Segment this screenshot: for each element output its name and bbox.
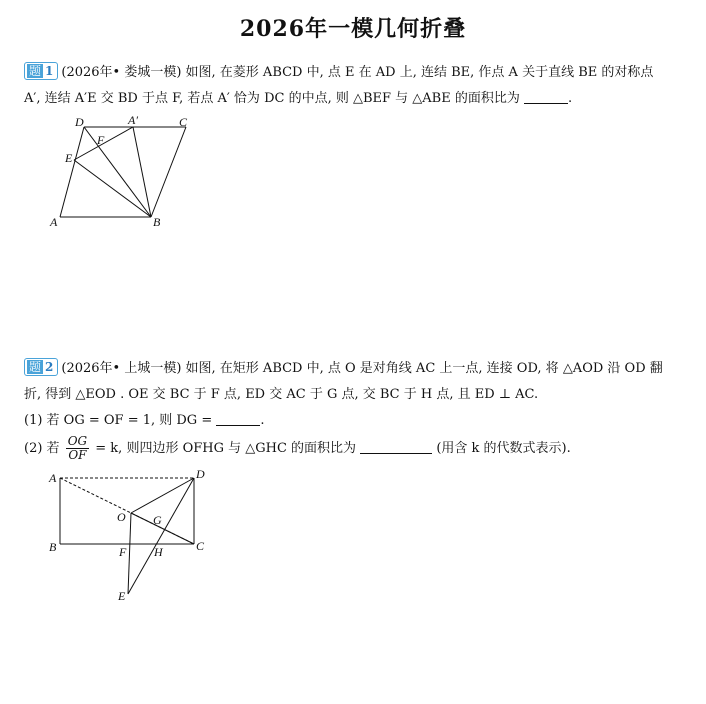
label-A: A [49, 471, 57, 485]
label-E: E [65, 151, 73, 165]
problem-2 [24, 356, 684, 464]
problem-1-line-2: A′, 连结 A′E 交 BD 于点 F, 若点 A′ 恰为 DC 的中点, 则 △BEF 与 △ABE 的面积比为 . [24, 86, 684, 112]
diagonal-BD [84, 127, 151, 217]
problem-1-text-2: A′, 连结 A′E 交 BD 于点 F, 若点 A′ 恰为 DC 的中点, 则 △BEF 与 △ABE 的面积比为 [24, 91, 520, 106]
problem-2-line-1 [24, 356, 684, 382]
segment-BA-prime [133, 127, 151, 217]
problem-1-line-1 [24, 60, 684, 86]
label-D: D [196, 467, 205, 481]
label-O: O [117, 510, 126, 524]
label-A: A [50, 215, 58, 229]
problem-1-text-1: (2026年• 娄城一模) 如图, 在菱形 ABCD 中, 点 E 在 AD 上, 连结 BE, 作点 A 关于直线 BE 的对称点 [61, 65, 654, 80]
rectangle-figure [44, 466, 214, 606]
problem-1-tag: 题 1 [24, 62, 58, 80]
problem-2-question-2: (2) 若 $\frac{OG}{OF}$ = k, 则四边形 OFHG 与 △GHC 的面积比为 (用含 k 的代数式表示). [24, 434, 571, 462]
segment-DE [128, 478, 194, 594]
edge-AD [60, 127, 84, 217]
label-B: B [49, 540, 57, 554]
problem-1 [24, 60, 684, 112]
page-title: 2026年一模几何折叠 [239, 16, 467, 42]
problem-2-question-1: (1) 若 OG = OF = 1, 则 DG = . [24, 408, 684, 434]
problem-2-line-2 [24, 382, 684, 408]
label-E: E [118, 589, 126, 603]
segment-OC [131, 513, 194, 544]
label-C: C [179, 115, 188, 129]
segment-BE [74, 160, 151, 217]
answer-blank [524, 87, 568, 104]
segment-OE [128, 513, 131, 594]
edge-CB [151, 127, 186, 217]
rhombus-figure [44, 114, 204, 236]
problem-2-tag: 题 2 [24, 358, 58, 376]
label-C: C [196, 539, 205, 553]
label-F: F [97, 133, 105, 147]
fraction-og-over-of: $\frac{OG}{OF}$ [67, 434, 88, 462]
label-D: D [75, 115, 84, 129]
label-F: F [119, 545, 127, 559]
label-G: G [153, 513, 162, 527]
label-B: B [153, 215, 161, 229]
label-A-prime: A′ [128, 114, 138, 127]
answer-blank [360, 437, 432, 454]
problem-2-text-2: 折, 得到 △EOD . OE 交 BC 于 F 点, ED 交 AC 于 G 点, 交 BC 于 H 点, 且 ED ⊥ AC. [24, 387, 539, 402]
answer-blank [216, 409, 260, 426]
problem-2-text-1: (2026年• 上城一模) 如图, 在矩形 ABCD 中, 点 O 是对角线 AC 上一点, 连接 OD, 将 △AOD 沿 OD 翻 [61, 361, 663, 376]
label-H: H [154, 545, 163, 559]
